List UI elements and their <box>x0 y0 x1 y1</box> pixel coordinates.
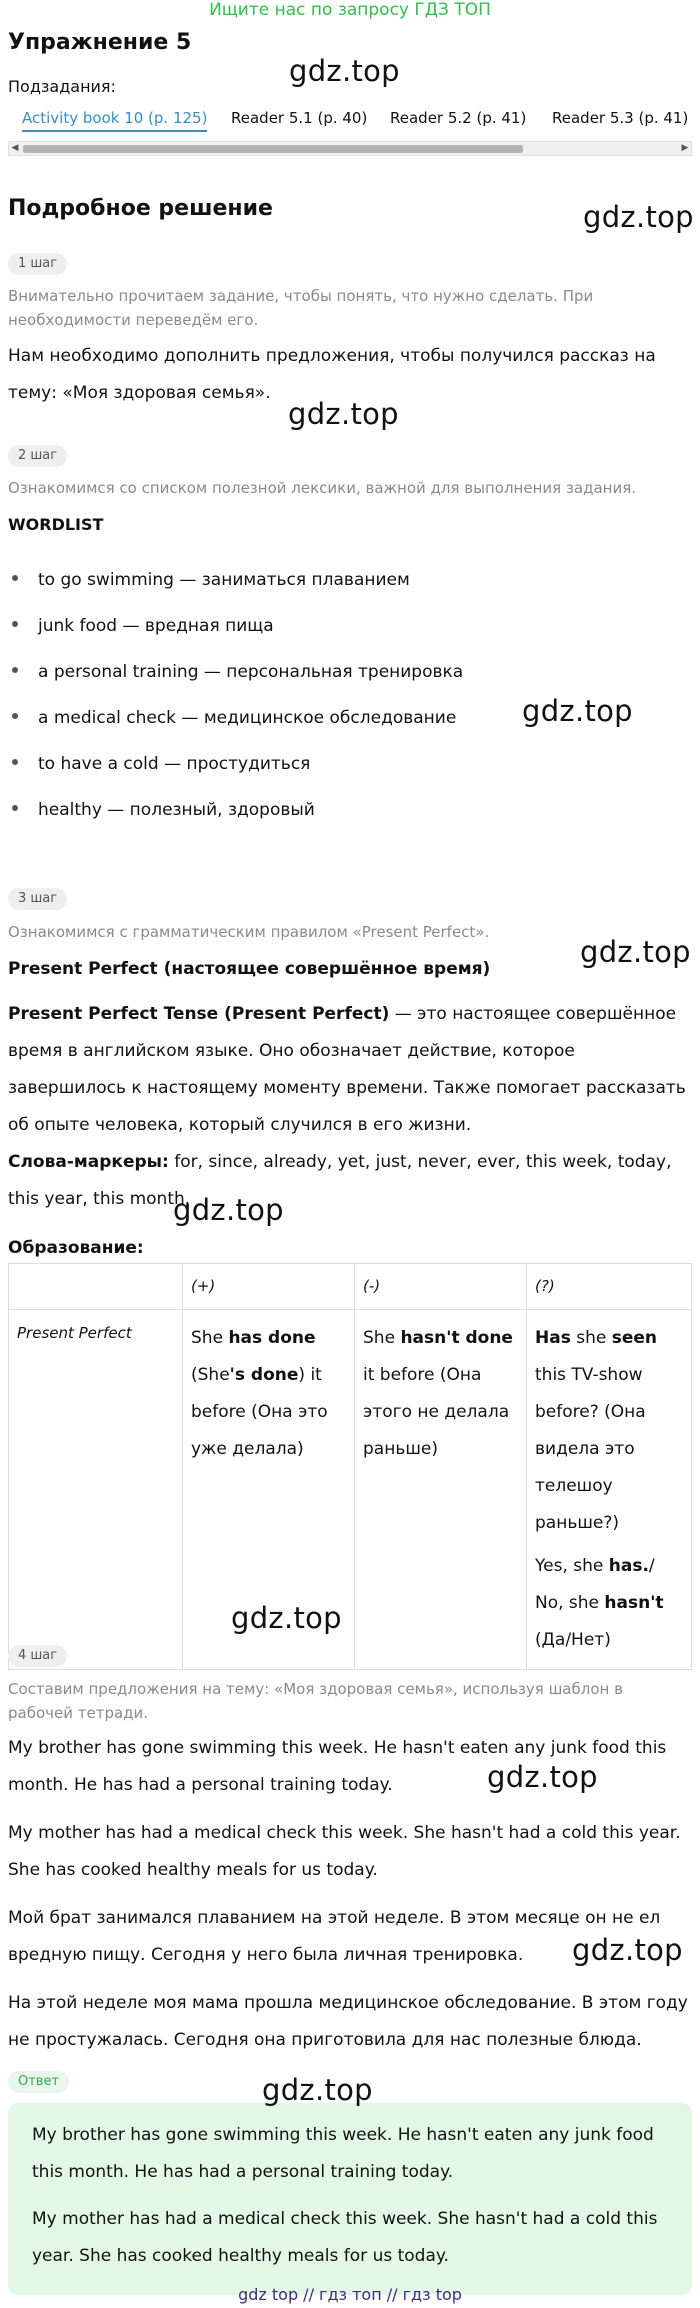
watermark: gdz.top <box>487 1760 598 1794</box>
step-4-paragraph: My mother has had a medical check this week. She hasn't had a cold this year. She has cooked healthy meals for us today. <box>8 1823 681 1880</box>
search-banner: Ищите нас по запросу ГДЗ ТОП <box>209 0 491 20</box>
watermark: gdz.top <box>262 2073 373 2107</box>
present-perfect-table <box>8 1263 692 1670</box>
subtasks-label: Подзадания: <box>8 77 116 96</box>
tab-reader-5-3[interactable]: Reader 5.3 (p. 41) <box>552 109 689 127</box>
bullet-icon <box>12 805 18 811</box>
watermark: gdz.top <box>583 200 694 234</box>
grammar-definition: Present Perfect Tense (Present Perfect) — это настоящее совершённое время в английском языке. Оно обозначает действие, которое завершилось к настоящему моменту времени. Также помогает рассказать об опыте человека, который случился в его жизни. <box>8 1004 686 1135</box>
wordlist-item: to go swimming — заниматься плаванием <box>12 568 410 592</box>
solution-title: Подробное решение <box>8 196 273 221</box>
step-3-chip: 3 шаг <box>8 888 67 910</box>
wordlist-item: healthy — полезный, здоровый <box>12 798 315 822</box>
step-4-hint: Составим предложения на тему: «Моя здоровая семья», используя шаблон в рабочей тетради. <box>8 1680 623 1722</box>
watermark: gdz.top <box>231 1601 342 1635</box>
table-cell-question <box>527 1310 692 1670</box>
table-header-cell <box>9 1264 183 1310</box>
subtask-tabs <box>8 104 692 138</box>
step-2-hint: Ознакомимся со списком полезной лексики, важной для выполнения задания. <box>8 479 637 497</box>
footer-links[interactable]: gdz top // гдз топ // гдз top <box>238 2285 462 2304</box>
bullet-icon <box>12 713 18 719</box>
table-row <box>9 1310 692 1670</box>
step-4-paragraph: My brother has gone swimming this week. He hasn't eaten any junk food this month. He has had a personal training today. <box>8 1738 667 1795</box>
step-1-hint: Внимательно прочитаем задание, чтобы понять, что нужно сделать. При необходимости переведём его. <box>8 287 594 329</box>
step-4-paragraph: На этой неделе моя мама прошла медицинское обследование. В этом году не простужалась. Сегодня она приготовила для нас полезные блюда. <box>8 1993 688 2050</box>
scroll-left-icon[interactable]: ◀ <box>11 143 19 153</box>
bullet-icon <box>12 667 18 673</box>
short-answer-example: Yes, she has./ No, she hasn't (Да/Нет) <box>535 1556 664 1650</box>
tab-reader-5-1[interactable]: Reader 5.1 (p. 40) <box>231 109 368 127</box>
step-4-chip: 4 шаг <box>8 1645 67 1667</box>
watermark: gdz.top <box>522 694 633 728</box>
step-1-text: Нам необходимо дополнить предложения, чтобы получился рассказ на тему: «Моя здоровая семья». <box>8 346 656 403</box>
marker-words: Слова-маркеры: for, since, already, yet, just, never, ever, this week, today, this year, this month. <box>8 1152 672 1209</box>
watermark: gdz.top <box>173 1193 284 1227</box>
step-3-hint: Ознакомимся с грамматическим правилом «Present Perfect». <box>8 923 490 941</box>
wordlist-item: a personal training — персональная тренировка <box>12 660 463 684</box>
bullet-icon <box>12 621 18 627</box>
watermark: gdz.top <box>289 54 400 88</box>
wordlist-item: to have a cold — простудиться <box>12 752 310 776</box>
question-example: Has she seen this TV-show before? (Она видела это телешоу раньше?) <box>535 1328 658 1533</box>
step-4-paragraph: Мой брат занимался плаванием на этой неделе. В этом месяце он не ел вредную пищу. Сегодня у него была личная тренировка. <box>8 1908 661 1965</box>
grammar-heading: Present Perfect (настоящее совершённое время) <box>8 959 491 979</box>
wordlist-item: a medical check — медицинское обследование <box>12 706 456 730</box>
watermark: gdz.top <box>580 935 691 969</box>
scroll-right-icon[interactable]: ▶ <box>681 143 689 153</box>
wordlist-item: junk food — вредная пища <box>12 614 274 638</box>
tab-reader-5-2[interactable]: Reader 5.2 (p. 41) <box>390 109 527 127</box>
table-cell-negative: She hasn't done it before (Она этого не делала раньше) <box>355 1310 527 1670</box>
table-header-cell: (+) <box>183 1264 355 1310</box>
bullet-icon <box>12 575 18 581</box>
tab-activity-book[interactable]: Activity book 10 (p. 125) <box>22 104 207 132</box>
answer-paragraph: My mother has had a medical check this week. She hasn't had a cold this year. She has cooked healthy meals for us today. <box>32 2209 658 2266</box>
watermark: gdz.top <box>288 397 399 431</box>
tabs-scrollbar[interactable] <box>8 141 692 156</box>
exercise-title: Упражнение 5 <box>8 30 192 55</box>
scroll-thumb[interactable] <box>23 145 523 153</box>
answer-box <box>8 2103 692 2295</box>
bullet-icon <box>12 759 18 765</box>
wordlist-title: WORDLIST <box>8 515 104 534</box>
table-header-row <box>9 1264 692 1310</box>
formation-label: Образование: <box>8 1238 144 1258</box>
step-1-chip: 1 шаг <box>8 253 67 275</box>
table-row-label: Present Perfect <box>9 1310 183 1670</box>
table-header-cell: (?) <box>527 1264 692 1310</box>
table-cell-positive: She has done (She's done) it before (Она это уже делала) <box>183 1310 355 1670</box>
step-2-chip: 2 шаг <box>8 445 67 467</box>
table-header-cell: (-) <box>355 1264 527 1310</box>
answer-chip: Ответ <box>8 2071 69 2093</box>
answer-paragraph: My brother has gone swimming this week. He hasn't eaten any junk food this month. He has had a personal training today. <box>32 2125 654 2182</box>
watermark: gdz.top <box>572 1933 683 1967</box>
